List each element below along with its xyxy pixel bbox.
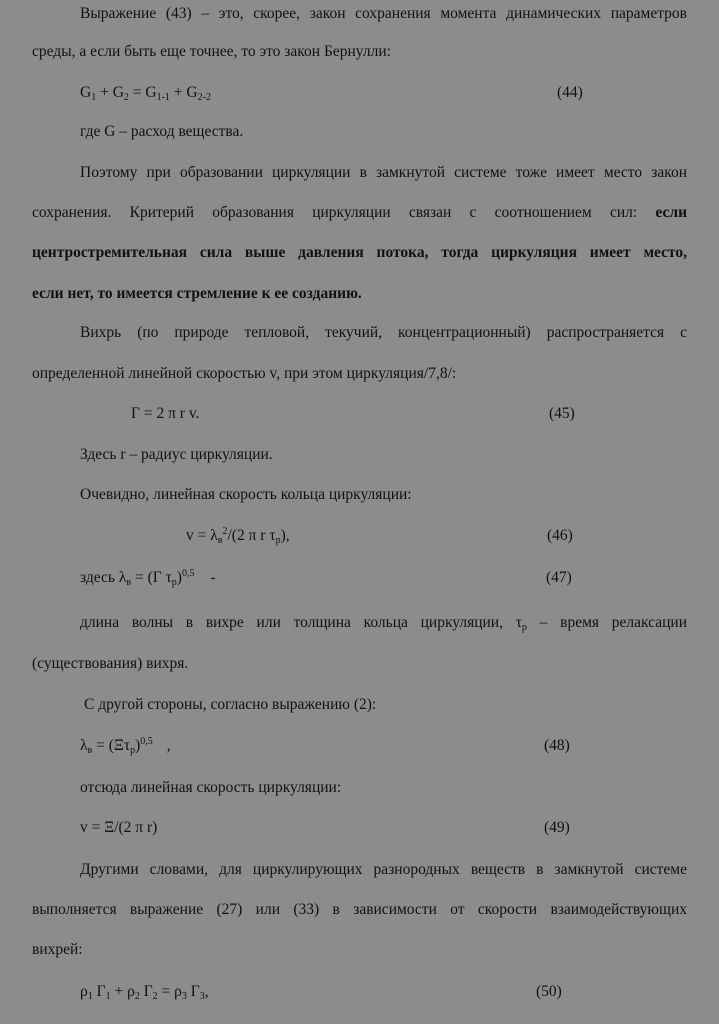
paragraph-circulation-line-3: центростремительная сила выше давления потока, тогда циркуляция имеет место, bbox=[32, 244, 687, 261]
equation-48-formula: $\lambda_в = (\Xi\tau_р)^{0,5}$ , bbox=[80, 736, 171, 756]
equation-50 bbox=[80, 981, 687, 1003]
paragraph-circulation-line-4: если нет, то имеется стремление к ее созданию. bbox=[32, 285, 362, 302]
paragraph-wavelength-line-2: (существования) вихря. bbox=[32, 655, 189, 672]
equation-49-number: (49) bbox=[544, 819, 570, 836]
paragraph-circulation-line-1: Поэтому при образовании циркуляции в замкнутой системе тоже имеет место закон bbox=[80, 164, 687, 181]
paragraph-43-line-2: среды, а если быть еще точнее, то это закон Бернулли: bbox=[32, 43, 391, 60]
paragraph-circulation-line-2-text: сохранения. Критерий образования циркуляции связан с соотношением сил: bbox=[32, 204, 656, 221]
equation-45 bbox=[131, 403, 687, 425]
equation-45-number: (45) bbox=[549, 405, 575, 422]
paragraph-vortex-line-2: определенной линейной скоростью v, при этом циркуляция/7,8/: bbox=[32, 365, 457, 382]
equation-46-formula: $v = \lambda_в^2/(2$ π r $\tau_р$), bbox=[186, 526, 290, 546]
equation-47 bbox=[80, 567, 687, 589]
equation-50-number: (50) bbox=[536, 983, 562, 1000]
where-r-line: Здесь r – радиус циркуляции. bbox=[80, 446, 273, 463]
paragraph-final-line-1: Другими словами, для циркулирующих разнородных веществ в замкнутой системе bbox=[80, 861, 687, 878]
hence-line: отсюда линейная скорость циркуляции: bbox=[80, 779, 342, 796]
paragraph-43-line-1: Выражение (43) – это, скорее, закон сохранения момента динамических параметров bbox=[80, 5, 687, 22]
equation-46-number: (46) bbox=[547, 527, 573, 544]
equation-50-formula: $\rho_1$ $Г_1 + \rho_2$ $Г_2 = \rho_3$ $Г_3$, bbox=[80, 983, 209, 1002]
equation-48-number: (48) bbox=[544, 737, 570, 754]
equation-49-formula: v = Ξ/(2 π r) bbox=[80, 819, 158, 836]
equation-49 bbox=[80, 817, 687, 839]
equation-44 bbox=[80, 82, 687, 104]
equation-44-number: (44) bbox=[557, 84, 583, 101]
paragraph-wavelength-line-1: длина волны в вихре или толщина кольца циркуляции, $\tau_р$ – время релаксации bbox=[80, 614, 687, 633]
paragraph-final-line-3: вихрей: bbox=[32, 941, 83, 958]
other-side-line: С другой стороны, согласно выражению (2): bbox=[84, 696, 377, 713]
paragraph-final-line-2: выполняется выражение (27) или (33) в зависимости от скорости взаимодействующих bbox=[32, 901, 687, 918]
obviously-line: Очевидно, линейная скорость кольца циркуляции: bbox=[80, 486, 412, 503]
equation-47-formula: здесь $\lambda_в = (Г$ $\tau_р)^{0,5}$ - bbox=[80, 568, 216, 588]
equation-44-formula: $G_1 + G_2 = G_{1-1} + G_{2-2}$ bbox=[80, 84, 211, 103]
equation-48 bbox=[80, 735, 687, 757]
where-g-line: где G – расход вещества. bbox=[80, 123, 244, 140]
paragraph-circulation-line-2 bbox=[32, 202, 687, 224]
equation-47-number: (47) bbox=[546, 569, 572, 586]
paragraph-vortex-line-1: Вихрь (по природе тепловой, текучий, концентрационный) распространяется с bbox=[80, 324, 687, 341]
equation-45-formula: Г = 2 π r v. bbox=[131, 405, 200, 422]
paragraph-circulation-line-2-bold: если bbox=[655, 204, 687, 221]
equation-46 bbox=[186, 525, 687, 547]
